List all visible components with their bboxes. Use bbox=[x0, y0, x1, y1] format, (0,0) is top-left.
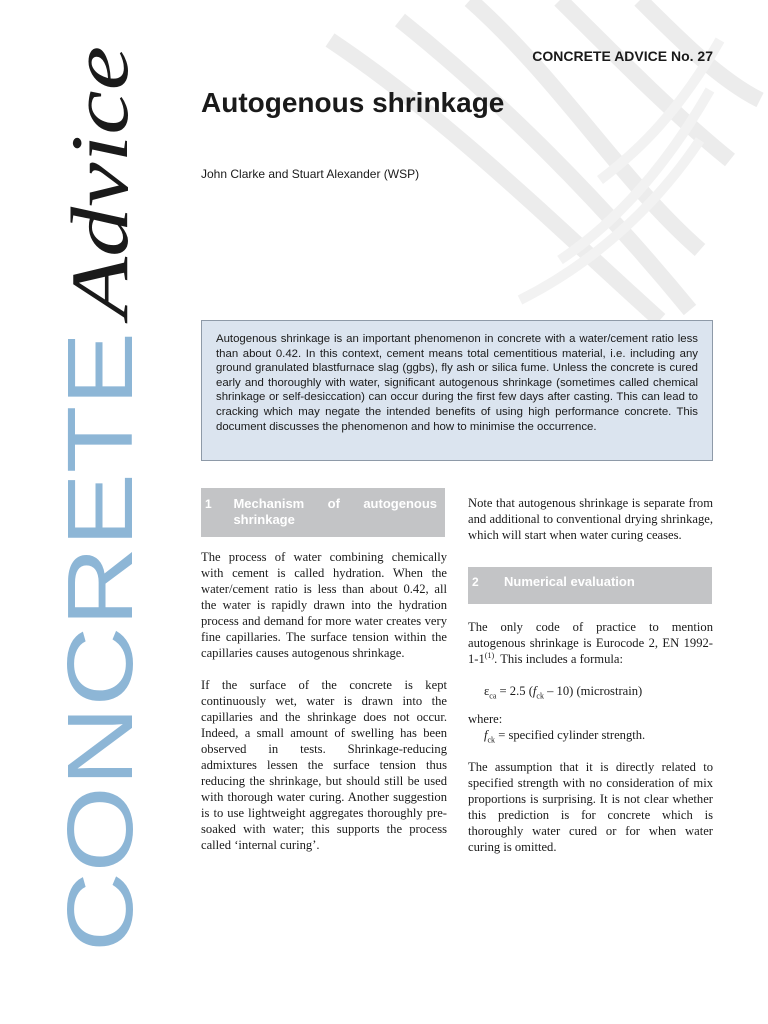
drying-shrinkage-note: Note that autogenous shrinkage is separate from and additional to conventional drying shrinkage, which will start when water curing ceases. bbox=[468, 496, 713, 542]
summary-box bbox=[201, 320, 713, 461]
series-number-label: CONCRETE ADVICE No. 27 bbox=[532, 48, 713, 64]
reference-marker: (1) bbox=[484, 650, 495, 660]
formula-middle: = 2.5 ( bbox=[496, 684, 533, 698]
definition-text: = specified cylinder strength. bbox=[495, 728, 646, 742]
shrinkage-formula bbox=[484, 683, 713, 699]
right-column bbox=[468, 495, 713, 871]
authors-line: John Clarke and Stuart Alexander (WSP) bbox=[201, 167, 420, 181]
fck-definition bbox=[484, 727, 713, 743]
section-1-heading bbox=[201, 488, 445, 537]
formula-epsilon: ε bbox=[484, 684, 490, 698]
definition-f-subscript: ck bbox=[487, 735, 496, 745]
section-1-number: 1 bbox=[205, 497, 212, 511]
section-2-title: Numerical evaluation bbox=[504, 574, 635, 589]
section-2-paragraph-1-end: . This includes a formula: bbox=[494, 652, 623, 666]
summary-text: Autogenous shrinkage is an important phenomenon in concrete with a water/cement ratio less than about 0.42. In this context, cement means total cementitious material, i.e. including any ground granulated blastfurnace slag (ggbs), fly ash or silica fume. Unless the concrete is cured early and thoroughly with water, significant autogenous shrinkage (sometimes called chemical shrinkage or self-desiccation) can occur during the first few days after casting. This can lead to cracking which may negate the intended benefits of using high performance concrete. This document discusses the phenomenon and how to minimise the occurrence. bbox=[216, 333, 698, 433]
section-1-paragraph-1: The process of water combining chemically with cement is called hydration. When the water/cement ratio is less than about 0.42, all the water is rapidly drawn into the hydration process and demand for more water creates very fine capillaries. The surface tension within the capillaries causes autogenous shrinkage. bbox=[201, 550, 447, 660]
masthead-advice-word: Advice bbox=[54, 94, 145, 318]
section-2-paragraph-1 bbox=[468, 619, 713, 667]
masthead-concrete-word: CONCRETE bbox=[48, 430, 152, 952]
document-title: Autogenous shrinkage bbox=[201, 87, 505, 118]
section-2-heading bbox=[468, 567, 712, 604]
section-1-paragraph-2: If the surface of the concrete is kept continuously wet, water is drawn into the capillaries and the shrinkage does not occur. Indeed, a small amount of swelling has been observed in tests. Shrinkage-reducing admixtures lessen the surface tension thus reducing the shrinkage, but should still be used with thorough water curing. Another suggestion is to use lightweight aggregates thoroughly pre-soaked with water; this supports the process called ‘internal curing’. bbox=[201, 678, 447, 852]
formula-epsilon-subscript: ca bbox=[489, 691, 497, 701]
formula-f: f bbox=[532, 684, 537, 698]
left-column bbox=[201, 488, 447, 869]
definition-f: f bbox=[484, 728, 488, 742]
formula-end: – 10) (microstrain) bbox=[543, 684, 643, 698]
section-2-paragraph-2: The assumption that it is directly related to specified strength with no consideration of mix proportions is surprising. It is not clear whether this prediction is for concrete which is thoroughly water cured or for when water curing is omitted. bbox=[468, 760, 713, 854]
concrete-advice-masthead bbox=[0, 0, 170, 1024]
section-2-number: 2 bbox=[472, 575, 479, 589]
section-1-title: Mechanism of autogenous shrinkage bbox=[233, 496, 437, 527]
where-label: where: bbox=[468, 712, 503, 726]
section-2-paragraph-1-text: The only code of practice to mention autogenous shrinkage is Eurocode 2, EN 1992-1-1 bbox=[468, 620, 713, 666]
formula-f-subscript: ck bbox=[536, 691, 544, 701]
